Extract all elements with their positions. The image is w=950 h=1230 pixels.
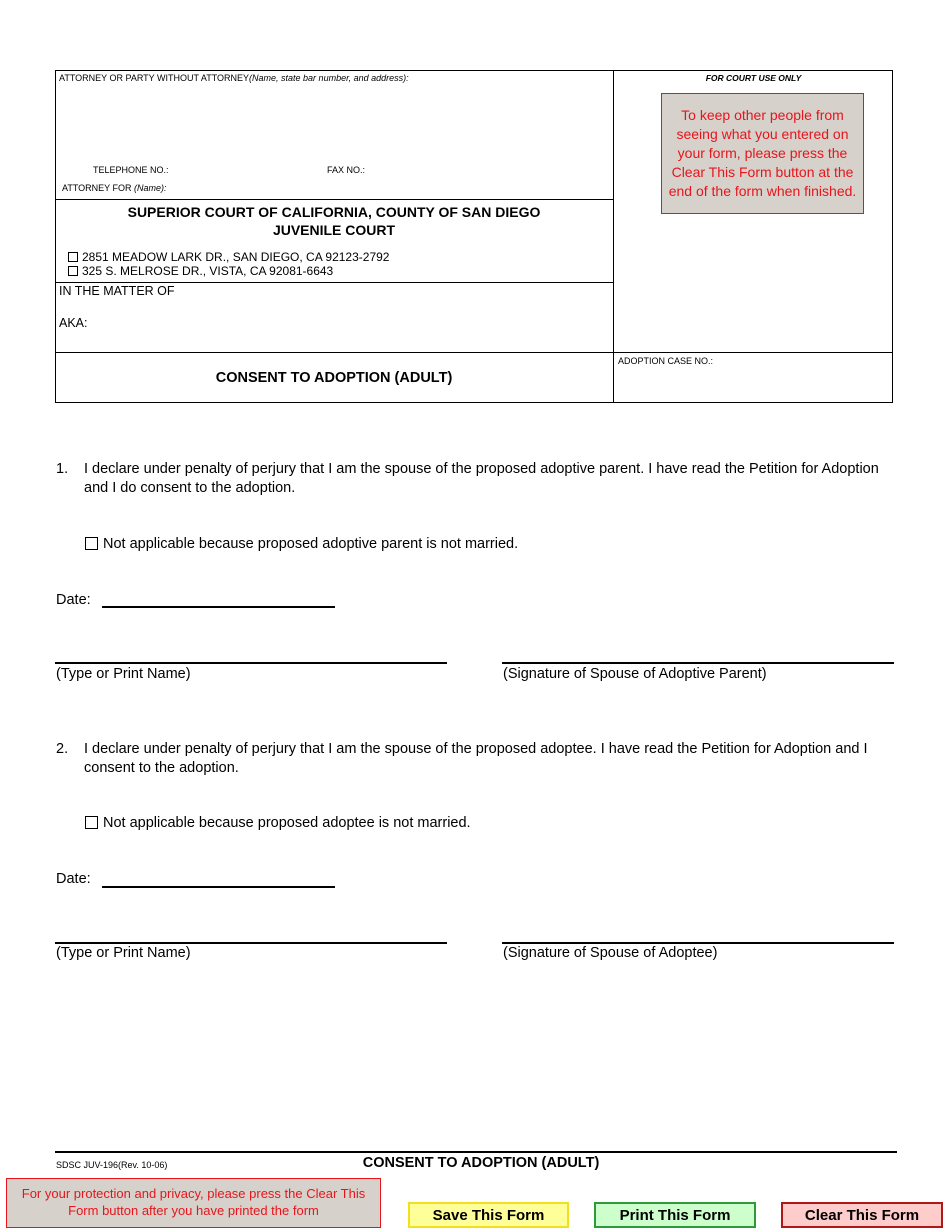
- save-form-button[interactable]: Save This Form: [408, 1202, 569, 1228]
- court-address-option-1[interactable]: 2851 MEADOW LARK DR., SAN DIEGO, CA 92123-2792: [68, 250, 389, 264]
- clear-form-button[interactable]: Clear This Form: [781, 1202, 943, 1228]
- privacy-notice-box: [661, 93, 864, 214]
- section-1-name-line[interactable]: [55, 662, 447, 664]
- footer-privacy-notice: [6, 1178, 381, 1228]
- telephone-label: TELEPHONE NO.:: [93, 165, 169, 175]
- checkbox[interactable]: [85, 816, 98, 829]
- section-2-date-line[interactable]: [102, 886, 335, 888]
- section-1-number: 1.: [56, 461, 69, 477]
- fax-label: FAX NO.:: [327, 165, 366, 175]
- section-2-number: 2.: [56, 741, 69, 757]
- caption-rule: [55, 352, 893, 353]
- caption-rule: [55, 199, 613, 200]
- case-number-label: ADOPTION CASE NO.:: [618, 356, 714, 366]
- checkbox[interactable]: [85, 537, 98, 550]
- court-use-label: FOR COURT USE ONLY: [705, 73, 802, 83]
- section-1-signature-line[interactable]: [502, 662, 894, 664]
- privacy-notice-text: To keep other people from seeing what you entered on your form, please press the Clear This Form button at the end of the form when finished.: [668, 107, 857, 199]
- checkbox[interactable]: [68, 252, 78, 262]
- form-title: CONSENT TO ADOPTION (ADULT): [215, 370, 453, 386]
- footer-form-title: CONSENT TO ADOPTION (ADULT): [362, 1155, 600, 1171]
- section-1-not-applicable[interactable]: Not applicable because proposed adoptive parent is not married.: [85, 535, 518, 554]
- section-2-signature-caption: (Signature of Spouse of Adoptee): [503, 945, 718, 961]
- checkbox[interactable]: [68, 266, 78, 276]
- attorney-label: ATTORNEY OR PARTY WITHOUT ATTORNEY(Name, state bar number, and address):: [59, 73, 409, 83]
- section-1-date-line[interactable]: [102, 606, 335, 608]
- court-name-line1: SUPERIOR COURT OF CALIFORNIA, COUNTY OF SAN DIEGO: [127, 204, 541, 220]
- matter-label: IN THE MATTER OF: [59, 284, 175, 298]
- section-1-name-caption: (Type or Print Name): [56, 666, 191, 682]
- section-2-date-label: Date:: [56, 871, 91, 887]
- section-2-name-caption: (Type or Print Name): [56, 945, 191, 961]
- caption-divider: [613, 70, 614, 403]
- footer-rule: [55, 1151, 897, 1153]
- section-2-declaration: I declare under penalty of perjury that I am the spouse of the proposed adoptee. I have read the Petition for Adoption and I consent to the adoption.: [84, 741, 868, 776]
- court-name-line2: JUVENILE COURT: [272, 222, 396, 238]
- court-name: [55, 203, 613, 239]
- court-address-option-2[interactable]: 325 S. MELROSE DR., VISTA, CA 92081-6643: [68, 264, 333, 278]
- aka-label: AKA:: [59, 316, 88, 330]
- section-2-not-applicable[interactable]: Not applicable because proposed adoptee is not married.: [85, 814, 471, 833]
- section-1-date-label: Date:: [56, 592, 91, 608]
- section-1-declaration: I declare under penalty of perjury that I am the spouse of the proposed adoptive parent. I have read the Petition for Adoption and I do consent to the adoption.: [84, 461, 879, 496]
- print-form-button[interactable]: Print This Form: [594, 1202, 756, 1228]
- section-1-signature-caption: (Signature of Spouse of Adoptive Parent): [503, 666, 767, 682]
- attorney-for-label: ATTORNEY FOR (Name):: [62, 183, 167, 193]
- footer-form-id: SDSC JUV-196(Rev. 10-06): [56, 1160, 168, 1170]
- footer-privacy-text: For your protection and privacy, please press the Clear This Form button after you have printed the form: [21, 1186, 366, 1218]
- caption-rule: [55, 282, 613, 283]
